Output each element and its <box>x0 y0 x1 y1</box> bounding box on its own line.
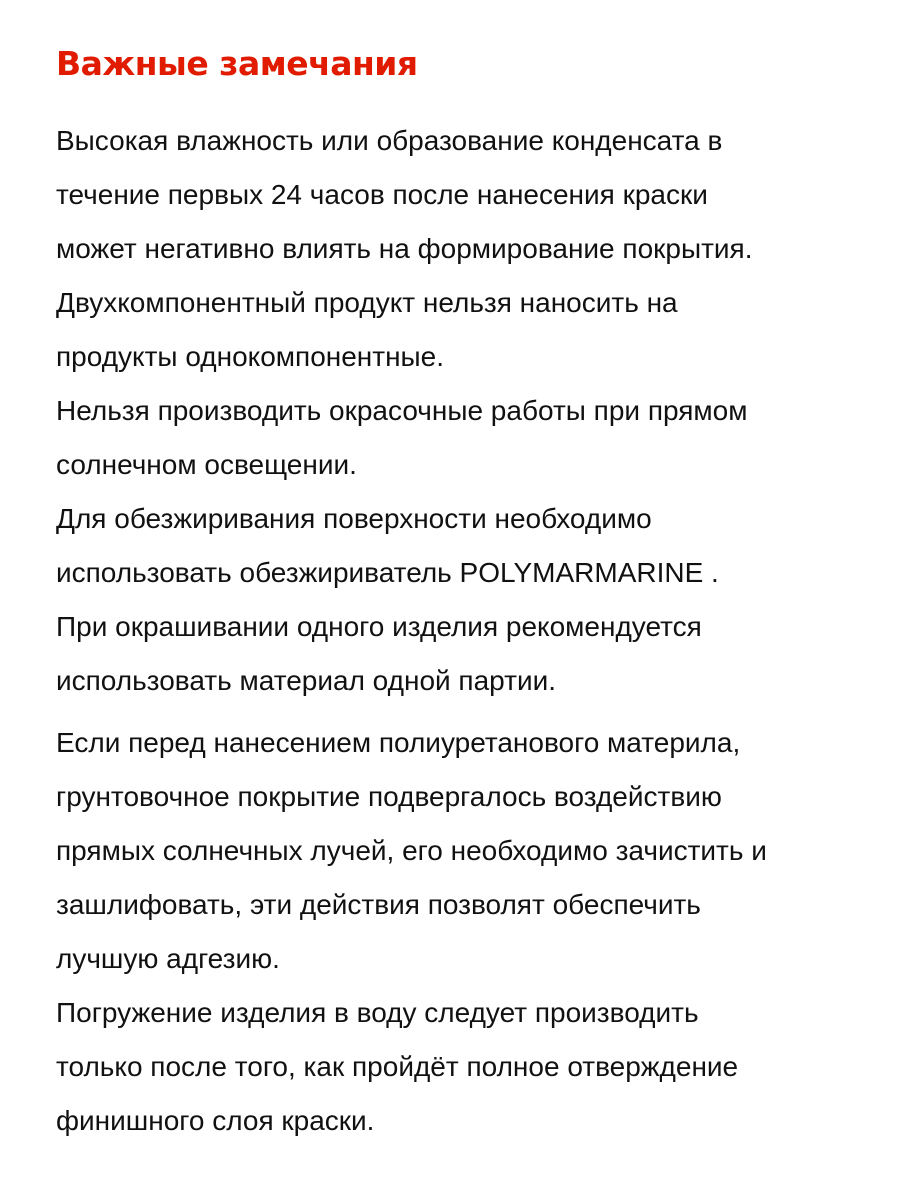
text-line: использовать материал одной партии. <box>56 665 557 696</box>
text-line: Если перед нанесением полиуретанового материла, <box>56 727 741 758</box>
text-line: течение первых 24 часов после нанесения краски <box>56 179 708 210</box>
text-line: При окрашивании одного изделия рекомендуется <box>56 611 702 642</box>
text-line: прямых солнечных лучей, его необходимо зачистить и <box>56 835 767 866</box>
text-line: финишного слоя краски. <box>56 1105 375 1136</box>
notes-paragraph-2 <box>56 716 856 1148</box>
text-line: использовать обезжириватель POLYMARMARINE . <box>56 557 719 588</box>
notes-body <box>56 114 856 1148</box>
text-line: зашлифовать, эти действия позволят обеспечить <box>56 889 701 920</box>
text-line: солнечном освещении. <box>56 449 357 480</box>
text-line: Высокая влажность или образование конденсата в <box>56 125 723 156</box>
text-line: продукты однокомпонентные. <box>56 341 445 372</box>
text-line: может негативно влиять на формирование покрытия. <box>56 233 753 264</box>
text-line: Двухкомпонентный продукт нельзя наносить на <box>56 287 678 318</box>
text-line: Нельзя производить окрасочные работы при прямом <box>56 395 748 426</box>
text-line: только после того, как пройдёт полное отверждение <box>56 1051 739 1082</box>
notes-paragraph-1 <box>56 114 856 708</box>
text-line: Для обезжиривания поверхности необходимо <box>56 503 652 534</box>
text-line: лучшую адгезию. <box>56 943 280 974</box>
text-line: грунтовочное покрытие подвергалось воздействию <box>56 781 722 812</box>
text-line: Погружение изделия в воду следует производить <box>56 997 699 1028</box>
page-title: Важные замечания <box>56 44 418 83</box>
